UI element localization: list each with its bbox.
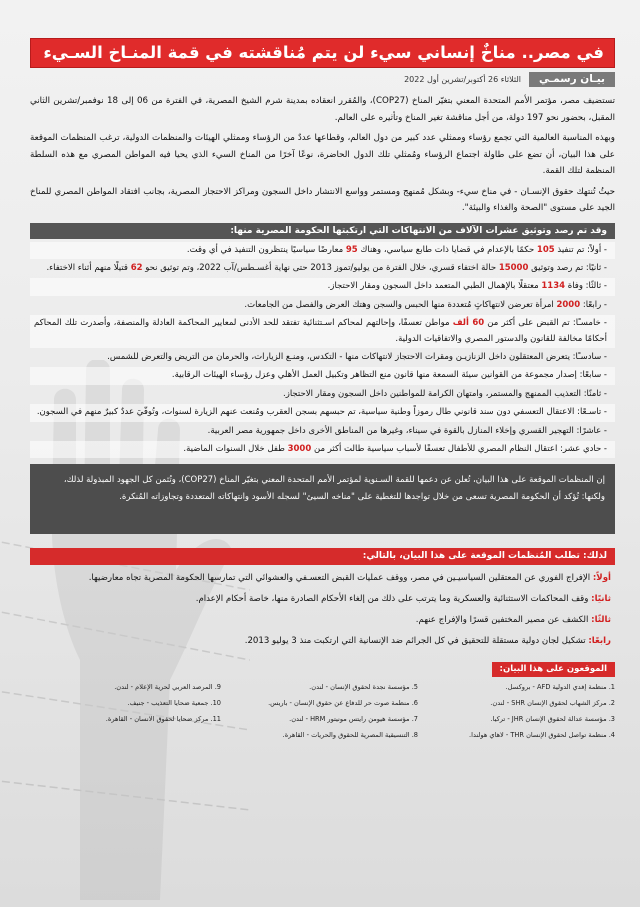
demand-item-1: أولاً: الإفراج الفوري عن المعتقلين السياسيـين في مصر، ووقف عمليات القبض التعسـفي والعشوائي التي تمارسها الحكومة المصرية تجاه معارضيها. — [88, 573, 611, 584]
demand-item-2: ثانيًا: وقف المحاكمات الاستثنائية والعسكرية وما يترتب على ذلك من إلغاء الأحكام الصادرة منها، خاصة أحكام الإعدام. — [195, 594, 611, 605]
statement-meta — [30, 71, 615, 87]
signer-item: 10. جمعية ضحايا التعذيب - جنيف. — [127, 699, 221, 708]
violation-item-1: - أولاً: تم تنفيذ 105 حكمًا بالإعدام في قضايا ذات طابع سياسي، وهناك 95 معارضًا سياسيًا ينتظرون التنفيذ في أي وقت. — [30, 242, 615, 259]
violation-item-10: - عاشرًا: التهجير القسري وإخلاء المنازل بالقوة في سيناء، وغيرها من المناطق الأخرى داخل جمهورية مصر العربية. — [207, 425, 607, 436]
signers-list — [30, 681, 615, 742]
demands-list — [30, 570, 615, 650]
signer-item: 6. منظمة صوت حر للدفاع عن حقوق الإنسان - باريس. — [268, 699, 418, 708]
violation-item-4: - رابعًا: 2000 امرأة تعرضن لانتهاكاتٍ مُتعددة منها الحبس والسجن وهتك العرض والفصل من الجامعات. — [244, 299, 607, 310]
signers-header: الموقعون على هذا البيان: — [492, 662, 615, 677]
signer-item: 1. منظمة إفدي الدولية AFD - بروكسل. — [505, 683, 615, 692]
violation-item-9: - تاسـعًا: الاعتقال التعسفي دون سند قانوني طال رموزاً وطنية سياسية، تم حبسهم بسجن العقرب ومُنعت عنهم الزيارة لسنوات، وتُوفّيَ عددٌ كبيرٌ منهم في السجون. — [30, 404, 615, 421]
violation-item-2: - ثانيًا: تم رصد وتوثيق 15000 حالة اختفاء قسري، خلال الفترة من يوليو/تموز 2013 حتى نهاية أغسـطس/آب 2022، وتم توثيق نحو 62 قتيلًا منهم أثناء الاختفاء. — [46, 262, 607, 273]
statement-date: الثلاثاء 26 أكتوبر/تشرين أول 2022 — [404, 74, 521, 84]
demands-header: لذلك: تطلب المُنظمات الموقعة على هذا البيان، بالتالي: — [30, 548, 615, 565]
call-box: إن المنظمات الموقعة على هذا البيان، تُعلن عن دعمها للقمة السـنوية لمؤتمر الأمم المتحدة المعني بتغيّر المناخ (COP27)، وتُثمن كل الجهود المبذولة لذلك، ولكنها: تُؤكد أن الحكومة المصرية تسعى من خلال تواجدها للتغطية على "مناخه السيئ" لسجله الأسود وانتهاكاته المتعددة وتجاوزاته المُنكرة. — [30, 464, 615, 534]
signer-item: 5. مؤسسة نجدة لحقوق الإنسان - لندن. — [309, 683, 418, 692]
intro-section — [30, 93, 615, 217]
statement-label: بيـان رسمـي — [529, 72, 615, 87]
signer-item: 3. مؤسسة عدالة لحقوق الإنسان JHR - تركيا. — [490, 715, 615, 724]
violations-list — [30, 242, 615, 459]
violation-item-8: - ثامنًا: التعذيب الممنهج والمستمر، وامتهان الكرامة للمواطنين داخل السجون ومقار الاحتجاز. — [283, 388, 607, 399]
intro-paragraph-3: حيثُ تُنتهك حقوق الإنسـان - في مناخ سيء- وبشكل مُمنهج ومستمر وواسع الانتشار داخل السجون ومراكز الاحتجاز المصرية، بجانب افتقاد المواطن المصري للمناخ الجيد على مستوى "الصحة والغذاء والبيئة". — [30, 186, 615, 213]
demand-item-4: رابعًا: تشكيل لجان دولية مستقلة للتحقيق في كل الجرائم ضد الإنسانية التي ارتكبت منذ 3 يوليو 2013. — [244, 636, 611, 647]
page-content — [30, 38, 615, 742]
violation-item-7: - سابعًا: إصدار مجموعة من القوانين سيئة السمعة منها قانون منع التظاهر وتكبيل العمل الأهلي وعزل رؤساء الهيئات الرقابية. — [30, 367, 615, 384]
intro-paragraph-2: وبهذه المناسبة العالمية التي تجمع رؤساء وممثلي عدد كبير من دول العالم، وقطاعها عددٌ من الرؤساء وممثلي الهيئات والمنظمات الدولية، ترغب المنظمات الموقعة على هذا البيان، أن تضع على طاولة اجتماع الرؤساء ومُمثلي تلك الدول الحاضرة، نوعًا آخرًا من المناخ السيء الذي يحيا فيه المواطن المصري مع هذه السلطة المنظمة لتلك القمة. — [30, 133, 615, 176]
page-title: في مصر.. مناخٌ إنساني سيء لن يتم مُناقشته في قمة المنـاخ السـيء — [30, 38, 615, 68]
signer-item: 4. منظمة تواصل لحقوق الإنسان THR - لاهاي هولندا. — [469, 731, 615, 740]
signer-item: 9. المرصد العربي لحرية الإعلام - لندن. — [114, 683, 221, 692]
demand-item-3: ثالثًا: الكشف عن مصير المختفين قسرًا والإفراج عنهم. — [415, 615, 611, 626]
violation-item-6: - سادسـًا: يتعرض المعتقلون داخل الزنازيـن ومقرات الاحتجاز لانتهاكات منها - التكدس، ومنـع الزيارات، والحرمان من التريض والتعرض للشمس. — [107, 351, 607, 362]
signer-item: 8. التنسيقية المصرية للحقوق والحريات - القاهرة. — [282, 731, 418, 740]
violations-header: وقد تم رصد وتوثيق عشرات الآلاف من الانتهاكات التي ارتكبتها الحكومة المصرية منها: — [30, 223, 615, 239]
violation-item-5: - خامسـًا: تم القبض على أكثر من 60 ألف مواطن تعسفًا، وإحالتهم لمحاكم اسـتثنائية تفتقد للحد الأدنى لمعايير المحاكمة العادلة والمنصفة، وأصدرت تلك المحاكم أحكامًا مخالفة للقانون والدستور المصري والاتفاقيات الدولية. — [30, 315, 615, 348]
signer-item — [30, 729, 221, 742]
violation-item-11: - حادي عشر: اعتقال النظام المصري للأطفال تعسفًا لأسباب سياسية طالت أكثر من 3000 طفل خلال السنوات الماضية. — [30, 441, 615, 458]
violation-item-3: - ثالثًا: وفاة 1134 معتقلًا بالإهمال الطبي المتعمد داخل السجون ومقار الاحتجاز. — [30, 278, 615, 295]
signer-item: 2. مركز الشهاب لحقوق الإنسان SHR - لندن. — [490, 699, 615, 708]
signer-item: 7. مؤسسة هيومن رايتس مونيتور HRM - لندن. — [289, 715, 418, 724]
intro-paragraph-1: تستضيف مصر، مؤتمر الأمم المتحدة المعني بتغيّر المناخ (COP27)، والمُقرر انعقاده بمدينة شرم الشيخ المصرية، في الفترة من 06 إلى 18 نوفمبر/تشرين الثاني المقبل، بحضور نحو 197 دولة، من أجل مناقشة تغير المناخ وتأثيره على العالم. — [30, 96, 616, 123]
signer-item: 11. مركز ضحايا لحقوق الانسان - القاهرة. — [105, 715, 221, 724]
